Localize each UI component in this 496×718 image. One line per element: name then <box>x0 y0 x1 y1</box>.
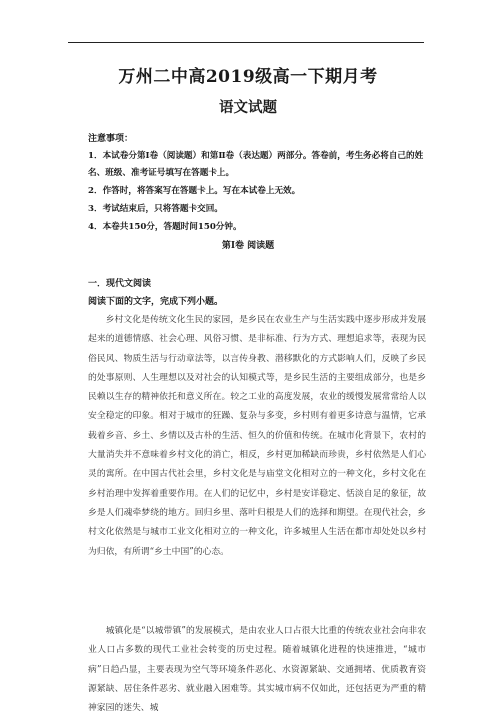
header-rule <box>68 42 424 43</box>
notice-item-3: 3．考试结束后，只将答题卡交回。 <box>88 204 223 214</box>
notice-item-1: 1．本试卷分第Ⅰ卷（阅读题）和第Ⅱ卷（表达题）两部分。答卷前，考生务必将自己的姓名、班级、准考证号填写在答题卡上。 <box>88 151 424 178</box>
exam-subtitle: 语文试题 <box>219 99 277 116</box>
notice-heading: 注意事项： <box>88 134 134 144</box>
part-title: 一．现代文阅读 <box>88 279 152 289</box>
passage-paragraph-2: 城镇化是“以城带镇”的发展模式，是由农业人口占很大比重的传统农业社会向非农业人口占多数的现代工业社会转变的历史过程。随着城镇化进程的快速推进，“城市病”日趋凸显，主要表现为空气等环境条件恶化、水资源紧缺、交通拥堵、优质教育资源紧缺、居住条件恶劣、就业融入困难等。其实城市病不仅如此，还包括更为严重的精神家园的迷失、城 <box>88 626 426 714</box>
reading-instruction: 阅读下面的文字，完成下列小题。 <box>88 297 224 307</box>
section-label: 第Ⅰ卷 阅读题 <box>221 241 275 251</box>
notice-item-2: 2．作答时，将答案写在答题卡上。写在本试卷上无效。 <box>88 186 301 196</box>
exam-title: 万州二中高2019级高一下期月考 <box>118 67 378 87</box>
passage-paragraph-1: 乡村文化是传统文化生民的家园，是乡民在农业生产与生活实践中逐步形成并发展起来的道德情感、社会心理、风俗习惯、是非标准、行为方式、理想追求等，表现为民俗民风、物质生活与行动章法等，以言传身教、潜移默化的方式影响人们，反映了乡民的处事原则、人生理想以及对社会的认知模式等，是乡民生活的主要组成部分，也是乡民赖以生存的精神依托和意义所在。较之工业的高度发展，农业的缓慢发展常常给人以安全稳定的印象。相对于城市的狂躁、复杂与多变，乡村则有着更多诗意与温情，它承载着乡音、乡土、乡情以及古朴的生活、恒久的价值和传统。在城市化背景下，农村的大量消失并不意味着乡村文化的消亡，相反，乡村更加稀缺而珍贵，乡村依然是人们心灵的寓所。在中国古代社会里，乡村文化是与庙堂文化相对立的一种文化，乡村文化在乡村治理中发挥着重要作用。在人们的记忆中，乡村是安详稳定、恬淡自足的象征，故乡是人们魂牵梦绕的地方。回归乡里、落叶归根是人们的选择和期望。在现代社会，乡村文化依然是与城市工业文化相对立的一种文化，许多城里人生活在都市却处处以乡村为归依，有所谓“乡土中国”的心态。 <box>88 315 426 557</box>
notice-item-4: 4．本卷共150分，答题时间150分钟。 <box>88 222 242 232</box>
